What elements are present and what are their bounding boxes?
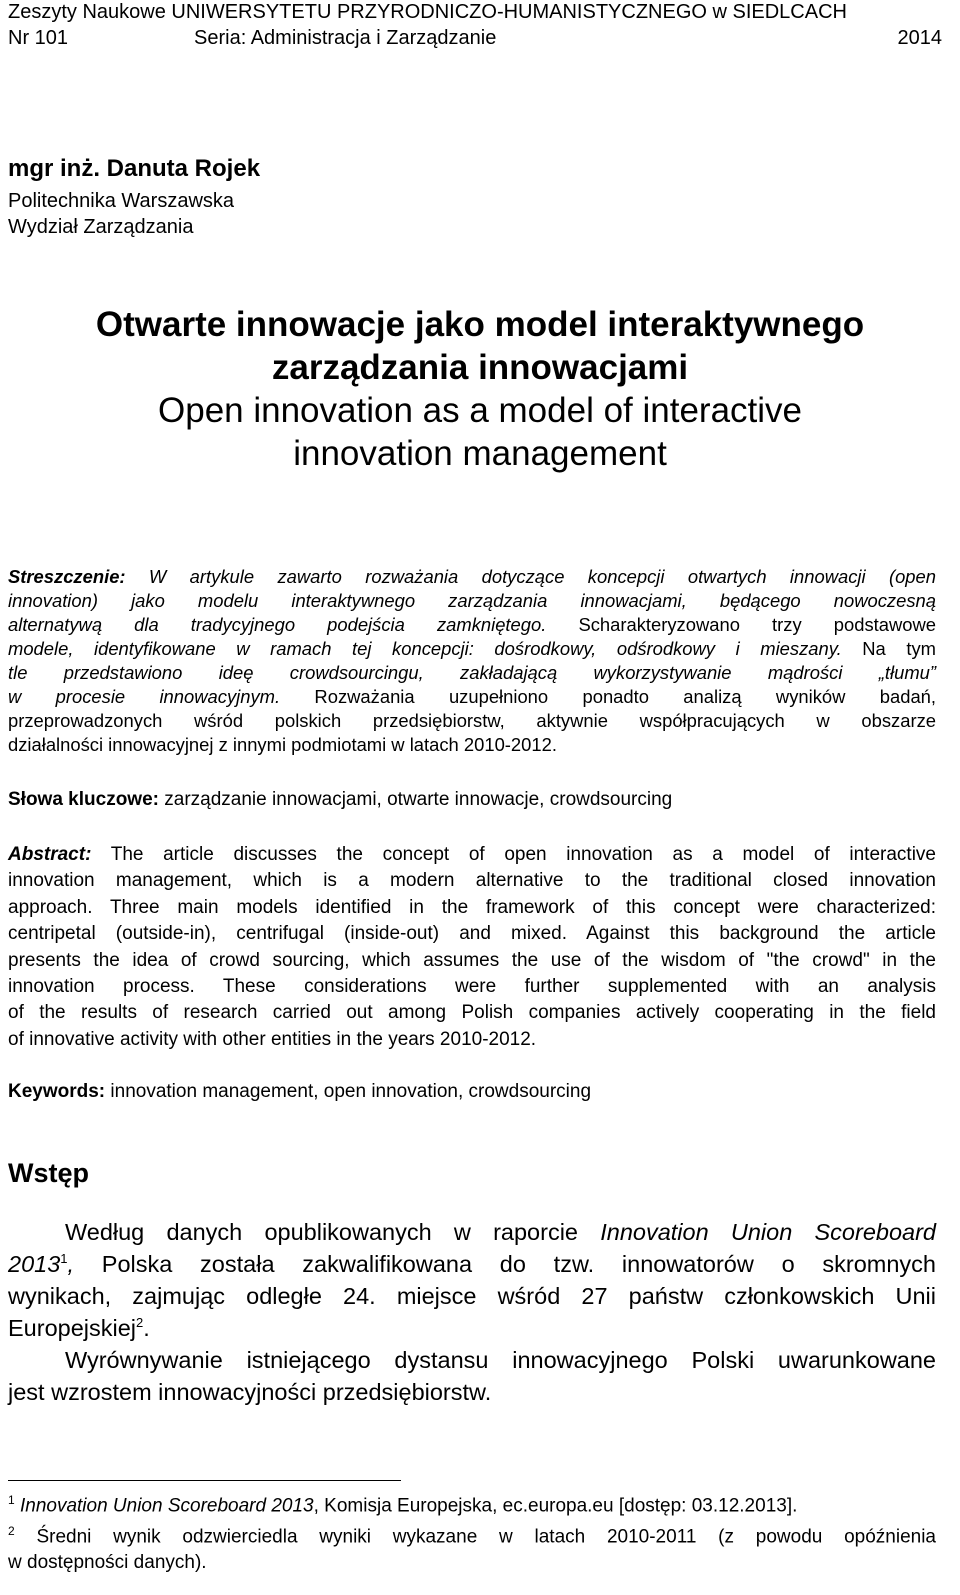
footnote-2: $^2$ Średni wynik odzwierciedla wyniki wykazane w latach 2010-2011 (z powodu opóźnienia (8, 1523, 936, 1548)
body-line: Europejskiej$^2$. (8, 1315, 150, 1341)
section-heading: Wstęp (8, 1158, 89, 1188)
abstract-en-line: presents the idea of crowd sourcing, which assumes the use of the wisdom of "the crowd" in the (8, 949, 936, 971)
footnote-1: $^1$ Innovation Union Scoreboard 2013, Komisja Europejska, ec.europa.eu [dostęp: 03.12.2013]. (8, 1493, 798, 1517)
abstract-pl (8, 565, 936, 757)
paper-title (0, 303, 960, 475)
abstract-en-label: Abstract: (8, 844, 92, 865)
title-pl-line-1: Otwarte innowacje jako model interaktywnego (95, 305, 865, 344)
keywords-pl-label: Słowa kluczowe: (8, 789, 159, 810)
affiliation-faculty: Wydział Zarządzania (8, 216, 194, 238)
series-name: Seria: Administracja i Zarządzanie (194, 27, 497, 49)
abstract-pl-label: Streszczenie: (8, 566, 126, 587)
body-line: Wyrównywanie istniejącego dystansu innowacyjnego Polski uwarunkowane (65, 1347, 936, 1373)
keywords-en-label: Keywords: (8, 1081, 106, 1102)
body-line: wynikach, zajmując odległe 24. miejsce wśród 27 państw członkowskich Unii (8, 1283, 936, 1309)
body-text (8, 1216, 936, 1408)
abstract-pl-line: w procesie innowacyjnym. Rozważania uzupełniono ponadto analizą wyników badań, (8, 686, 937, 707)
footnote-ref-2: 2 (136, 1315, 144, 1331)
body-line: 2013$^1$, Polska została zakwalifikowana do tzw. innowatorów o skromnych (8, 1251, 936, 1277)
title-en-line-2: innovation management (293, 434, 667, 473)
footnote-2-cont: w dostępności danych). (8, 1551, 207, 1573)
issue-year: 2014 (897, 27, 942, 49)
abstract-en-line: approach. Three main models identified in the framework of this concept were characterized: (8, 896, 936, 918)
keywords-pl-text: zarządzanie innowacjami, otwarte innowacje, crowdsourcing (158, 789, 673, 810)
issue-number: Nr 101 (8, 27, 69, 49)
abstract-en-line: innovation process. These considerations were further supplemented with an analysis (8, 976, 936, 998)
author-name: mgr inż. Danuta Rojek (8, 155, 261, 182)
keywords-pl (8, 788, 672, 812)
title-en-line-1: Open innovation as a model of interactive (158, 391, 802, 430)
journal-header: Zeszyty Naukowe UNIWERSYTETU PRZYRODNICZO-HUMANISTYCZNEGO w SIEDLCACH (8, 1, 847, 23)
abstract-pl-line: przeprowadzonych wśród polskich przedsiębiorstw, aktywnie współpracujących w obszarze (8, 710, 936, 731)
abstract-pl-line: modele, identyfikowane w ramach tej koncepcji: dośrodkowy, odśrodkowy i mieszany. Na tym (8, 638, 936, 659)
abstract-en-line: innovation management, which is a modern alternative to the traditional closed innovation (8, 870, 936, 892)
footnote-divider (8, 1480, 401, 1481)
body-line: Według danych opublikowanych w raporcie Innovation Union Scoreboard (65, 1219, 936, 1245)
footnotes (8, 1488, 936, 1575)
title-pl-line-2: zarządzania innowacjami (271, 348, 689, 387)
body-line: jest wzrostem innowacyjności przedsiębiorstw. (8, 1379, 492, 1405)
keywords-en-text: innovation management, open innovation, crowdsourcing (105, 1081, 592, 1102)
abstract-pl-line: innovation) jako modelu interaktywnego zarządzania innowacjami, będącego nowoczesną (8, 590, 936, 611)
abstract-en-line: centripetal (outside-in), centrifugal (inside-out) and mixed. Against this background the article (8, 923, 936, 945)
footnote-ref-1: 1 (60, 1251, 68, 1267)
abstract-en-line: of the results of research carried out among Polish companies actively cooperating in the field (8, 1002, 936, 1024)
abstract-pl-line: tle przedstawiono ideę crowdsourcingu, zakładającą wykorzystywanie mądrości „tłumu” (8, 662, 936, 683)
abstract-en-line: of innovative activity with other entities in the years 2010-2012. (8, 1028, 537, 1050)
affiliation-university: Politechnika Warszawska (8, 190, 235, 212)
abstract-pl-line: alternatywą dla tradycyjnego podejścia zamkniętego. Scharakteryzowano trzy podstawowe (8, 614, 937, 635)
abstract-pl-line: Streszczenie: W artykule zawarto rozważania dotyczące koncepcji otwartych innowacji (open (8, 566, 936, 587)
keywords-en (8, 1080, 591, 1104)
abstract-en-line: Abstract: The article discusses the concept of open innovation as a model of interactive (8, 844, 936, 865)
abstract-en (8, 842, 936, 1053)
abstract-pl-line: działalności innowacyjnej z innymi podmiotami w latach 2010-2012. (8, 734, 557, 755)
